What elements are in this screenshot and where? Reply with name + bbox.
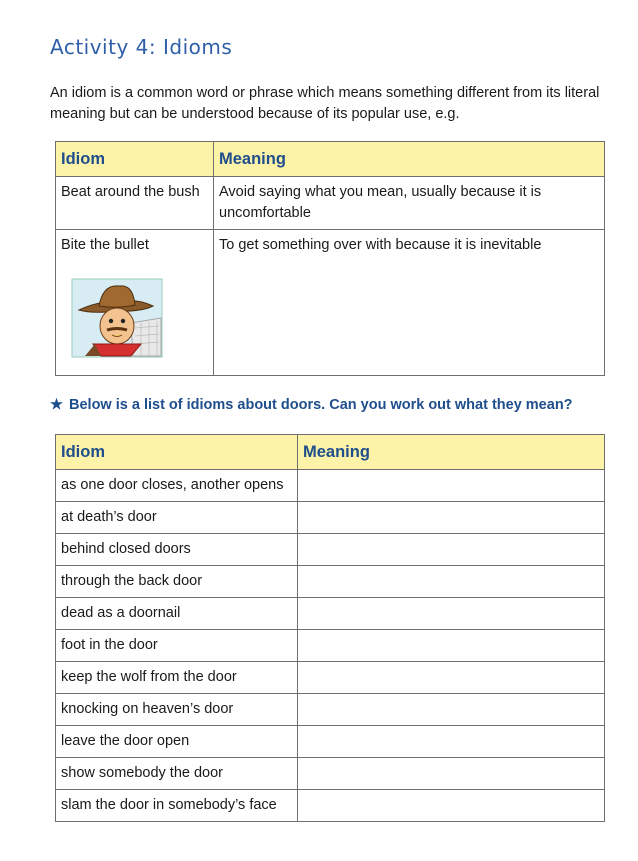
table-row	[56, 630, 605, 662]
idiom-cell: as one door closes, another opens	[56, 470, 298, 502]
header-meaning: Meaning	[214, 142, 605, 177]
meaning-answer-cell[interactable]	[298, 758, 605, 790]
task-prompt	[50, 397, 573, 413]
idiom-cell: at death’s door	[56, 502, 298, 534]
page-title: Activity 4: Idioms	[50, 35, 233, 59]
table-row	[56, 470, 605, 502]
meaning-answer-cell[interactable]	[298, 502, 605, 534]
header-idiom: Idiom	[56, 435, 298, 470]
meaning-answer-cell[interactable]	[298, 598, 605, 630]
meaning-answer-cell[interactable]	[298, 726, 605, 758]
idiom-text: Bite the bullet	[61, 237, 149, 253]
table-row	[56, 502, 605, 534]
idiom-cell: knocking on heaven’s door	[56, 694, 298, 726]
table-row	[56, 694, 605, 726]
table-row	[56, 790, 605, 822]
idiom-cell: show somebody the door	[56, 758, 298, 790]
table-row	[56, 758, 605, 790]
table-row	[56, 662, 605, 694]
table-row	[56, 230, 605, 376]
header-meaning: Meaning	[298, 435, 605, 470]
idiom-cell: leave the door open	[56, 726, 298, 758]
table-row	[56, 534, 605, 566]
cowboy-illustration	[71, 278, 163, 358]
table-row	[56, 726, 605, 758]
meaning-answer-cell[interactable]	[298, 630, 605, 662]
table-row	[56, 177, 605, 230]
prompt-text: Below is a list of idioms about doors. Can you work out what they mean?	[69, 397, 573, 413]
idiom-cell: Beat around the bush	[56, 177, 214, 230]
table-row	[56, 598, 605, 630]
idiom-cell	[56, 230, 214, 376]
idiom-cell: through the back door	[56, 566, 298, 598]
meaning-answer-cell[interactable]	[298, 790, 605, 822]
idiom-cell: slam the door in somebody’s face	[56, 790, 298, 822]
meaning-cell: Avoid saying what you mean, usually because it is uncomfortable	[214, 177, 605, 230]
header-idiom: Idiom	[56, 142, 214, 177]
table-row	[56, 566, 605, 598]
idiom-cell: dead as a doornail	[56, 598, 298, 630]
idiom-cell: foot in the door	[56, 630, 298, 662]
meaning-cell: To get something over with because it is inevitable	[214, 230, 605, 376]
meaning-answer-cell[interactable]	[298, 566, 605, 598]
idiom-cell: behind closed doors	[56, 534, 298, 566]
idiom-cell: keep the wolf from the door	[56, 662, 298, 694]
meaning-answer-cell[interactable]	[298, 662, 605, 694]
door-idioms-table	[55, 434, 605, 822]
meaning-answer-cell[interactable]	[298, 534, 605, 566]
star-icon: ★	[50, 397, 63, 413]
example-idiom-table	[55, 141, 605, 376]
meaning-answer-cell[interactable]	[298, 470, 605, 502]
meaning-answer-cell[interactable]	[298, 694, 605, 726]
intro-text: An idiom is a common word or phrase which means something different from its literal meaning but can be understood because of its popular use, e.g.	[50, 85, 600, 122]
